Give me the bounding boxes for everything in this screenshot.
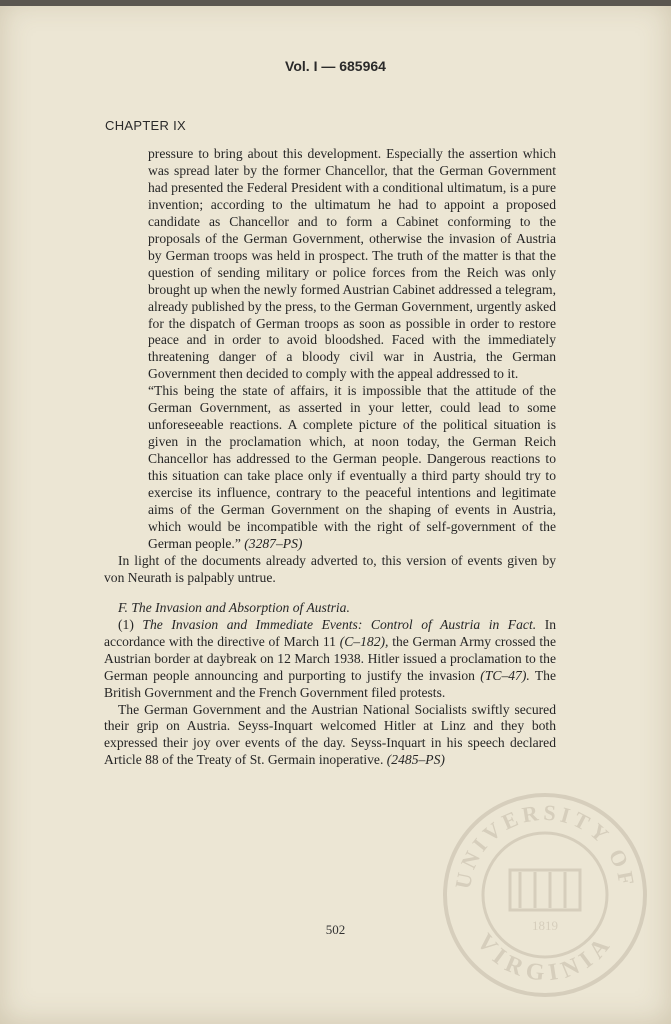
page-number: 502 <box>325 922 346 937</box>
subsection-text-3: The British Government and the French Government filed protests. <box>104 667 556 700</box>
seal-text-bottom: VIRGINIA <box>471 929 619 987</box>
subsection-paragraph <box>104 617 556 702</box>
quote-paragraph-1: pressure to bring about this development. Especially the assertion which was spread later by the former Chancellor, that the German Government had presented the Federal President with a conditional ultimatum, is a pure invention; according to the ultimatum he had to appoint a proposed candidate as Chancellor and to form a Cabinet conforming to the proposals of the German Government, otherwise the invasion of Austria by German troops was held in prospect. The truth of the matter is that the question of sending military or police forces from the Reich was only brought up when the newly formed Austrian Cabinet addressed a telegram, already published by the press, to the German Government, urgently asked for the dispatch of German troops as soon as possible in order to restore peace and in order to avoid bloodshed. Faced with the immediately threatening danger of a bloody civil war in Austria, the German Government then decided to comply with the appeal addressed to it. <box>148 146 556 382</box>
university-seal-watermark <box>440 790 650 1000</box>
subsection-ref-1: (C–182), <box>339 633 389 649</box>
volume-header: Vol. I — 685964 <box>285 58 386 74</box>
svg-text:UNIVERSITY OF <box>450 800 640 891</box>
subsection-number: (1) <box>118 616 134 632</box>
seal-year: 1819 <box>532 918 558 933</box>
subsection-text-1: In accordance with the directive of March 11 <box>104 616 557 649</box>
subsection-text-2: the German Army crossed the Austrian border at daybreak on 12 March 1938. Hitler issued a proclamation to the German people announcing and purporting to justify the invasion <box>104 633 556 683</box>
quote-paragraph-2-text: “This being the state of affairs, it is impossible that the attitude of the German Government, as asserted in your letter, could lead to some unforeseeable reactions. A complete picture of the political situation is given in the proclamation which, at noon today, the German Reich Chancellor has addressed to the German people. Dangerous reactions to this situation can take place only if eventually a third party should try to exercise its influence, contrary to the peaceful intentions and legitimate aims of the German Government on the shaping of events in Austria, which would be incompatible with the right of self-government of the German people.” <box>148 383 556 551</box>
quote-citation: (3287–PS) <box>244 535 303 551</box>
body-text <box>104 146 556 769</box>
final-paragraph-ref: (2485–PS) <box>386 752 445 768</box>
quote-paragraph-2 <box>148 383 556 553</box>
final-paragraph <box>104 702 556 770</box>
paragraph-gap <box>104 587 556 600</box>
chapter-label: CHAPTER IX <box>105 118 187 133</box>
subsection-ref-2: (TC–47). <box>480 667 530 683</box>
neurath-paragraph: In light of the documents already adverted to, this version of events given by von Neurath is palpably untrue. <box>104 552 556 585</box>
section-heading: F. The Invasion and Absorption of Austria. <box>118 599 350 615</box>
quoted-block <box>104 146 556 553</box>
seal-text-top: UNIVERSITY OF <box>449 799 641 892</box>
subsection-title: The Invasion and Immediate Events: Control of Austria in Fact. <box>142 616 537 632</box>
final-paragraph-text: The German Government and the Austrian National Socialists swiftly secured their grip on Austria. Seyss-Inquart welcomed Hitler at Linz and they both expressed their joy over events of the day. Seyss-Inquart in his speech declared Article 88 of the Treaty of St. Germain inoperative. <box>104 701 556 768</box>
